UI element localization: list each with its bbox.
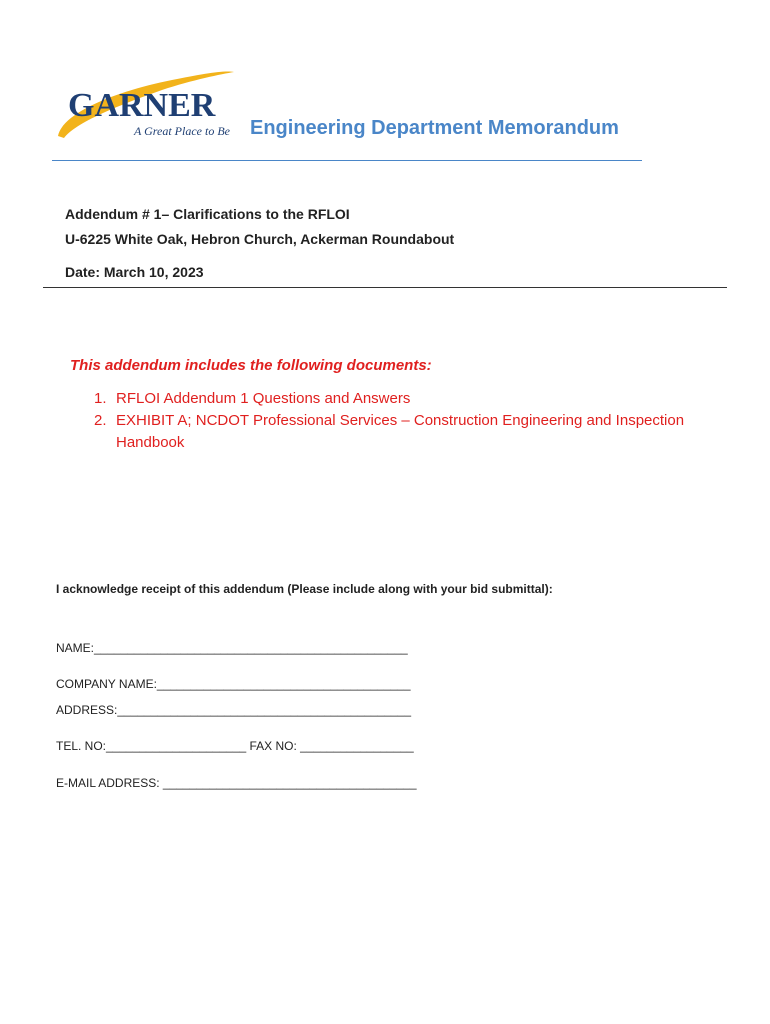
tel-fax-field: TEL. NO:_____________________ FAX NO: _________________	[56, 739, 414, 753]
list-item-text: RFLOI Addendum 1 Questions and Answers	[116, 390, 411, 407]
acknowledgement-statement: I acknowledge receipt of this addendum (Please include along with your bid submittal):	[56, 582, 553, 596]
list-item-text: EXHIBIT A; NCDOT Professional Services – Construction Engineering and Inspection Handbook	[116, 412, 685, 451]
logo-tagline: A Great Place to Be	[134, 124, 230, 138]
project-line: U-6225 White Oak, Hebron Church, Ackerman Roundabout	[65, 231, 455, 247]
logo-wordmark: GARNER	[68, 87, 216, 124]
header-divider	[52, 160, 642, 161]
address-field: ADDRESS:____________________________________________	[56, 703, 411, 717]
company-name-field: COMPANY NAME:______________________________________	[56, 677, 411, 691]
email-field: E-MAIL ADDRESS: ______________________________________	[56, 776, 417, 790]
list-item	[94, 388, 694, 410]
documents-heading: This addendum includes the following documents:	[70, 357, 432, 374]
documents-list	[94, 388, 694, 454]
memo-title: Engineering Department Memorandum	[250, 117, 619, 139]
name-field: NAME:_______________________________________________	[56, 641, 408, 655]
section-divider	[43, 287, 727, 288]
list-item	[94, 410, 694, 454]
list-item-number: 1.	[94, 390, 107, 407]
date-line: Date: March 10, 2023	[65, 264, 204, 280]
list-item-number: 2.	[94, 412, 107, 429]
garner-logo	[52, 62, 242, 144]
addendum-line: Addendum # 1– Clarifications to the RFLOI	[65, 206, 350, 222]
